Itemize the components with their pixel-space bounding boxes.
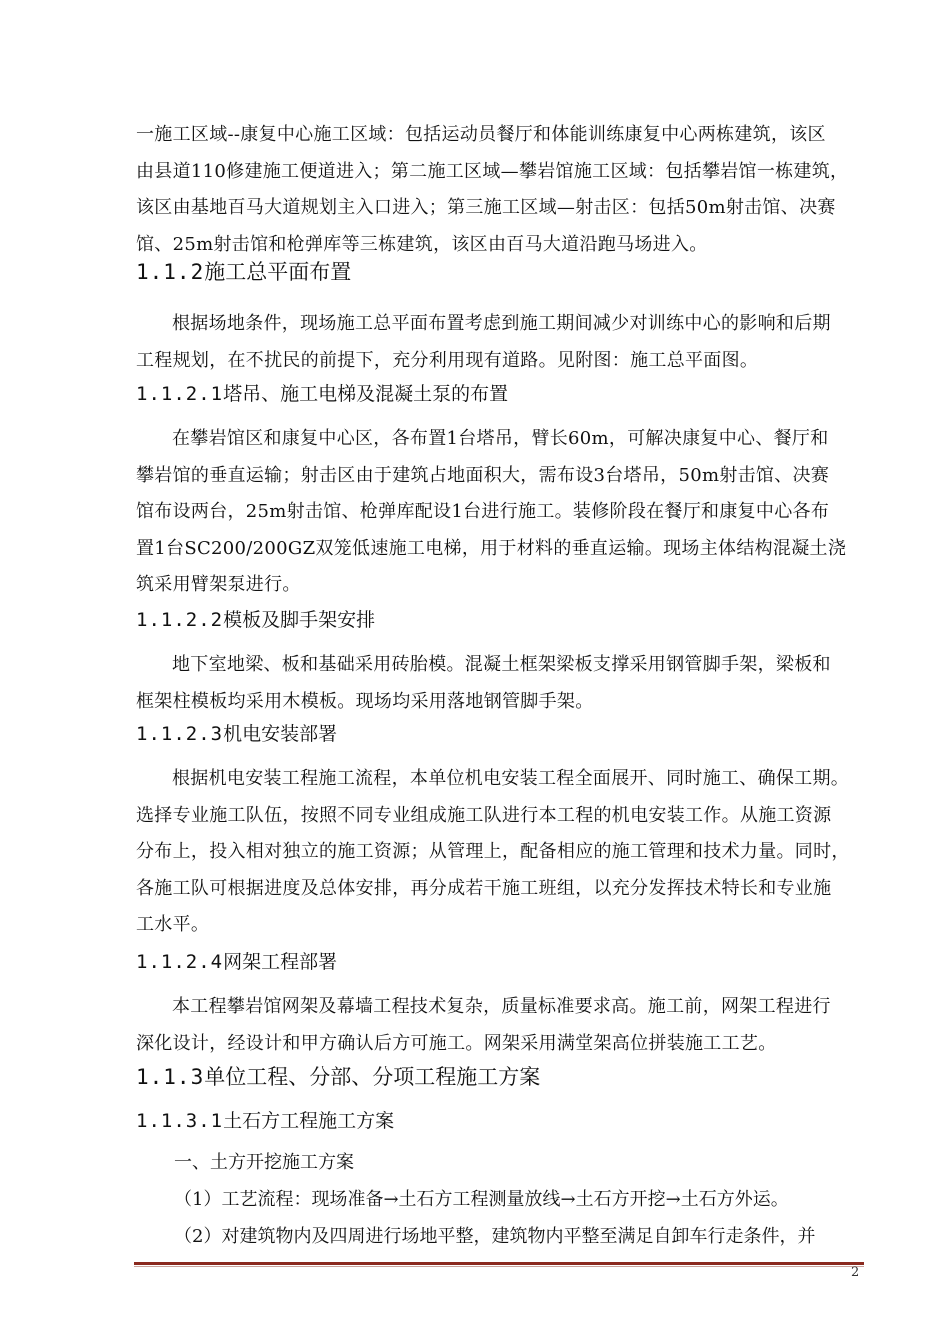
text-line: 工水平。	[136, 914, 210, 935]
heading-1-1-2-1	[136, 380, 508, 408]
text-line: 该区由基地百马大道规划主入口进入；第三施工区域—射击区：包括50m射击馆、决赛	[136, 197, 836, 218]
text-line: 地下室地梁、板和基础采用砖胎模。混凝土框架梁板支撑采用钢管脚手架，梁板和	[172, 654, 831, 675]
page-number: 2	[851, 1265, 860, 1280]
text-line: 框架柱模板均采用木模板。现场均采用落地钢管脚手架。	[136, 690, 594, 712]
text-line: 筑采用臂架泵进行。	[136, 574, 301, 595]
footer-rule-shadow	[134, 1266, 864, 1267]
heading-text: 塔吊、施工电梯及混凝土泵的布置	[223, 383, 509, 405]
text-line: 工程规划，在不扰民的前提下，充分利用现有道路。见附图：施工总平面图。	[136, 349, 759, 371]
heading-number: 1.1.2.4	[136, 951, 224, 973]
text-line: 置1台SC200/200GZ双笼低速施工电梯，用于材料的垂直运输。现场主体结构混凝土浇	[136, 537, 847, 559]
text-line: 根据机电安装工程施工流程，本单位机电安装工程全面展开、同时施工、确保工期。	[172, 768, 850, 789]
list-item-site-leveling: （2）对建筑物内及四周进行场地平整，建筑物内平整至满足自卸车行走条件，并	[174, 1226, 816, 1247]
heading-1-1-2-2	[136, 606, 375, 634]
footer-rule	[134, 1262, 864, 1265]
heading-1-1-3	[136, 1062, 540, 1092]
text-line: 攀岩馆的垂直运输；射击区由于建筑占地面积大，需布设3台塔吊，50m射击馆、决赛	[136, 464, 830, 486]
paragraph-formwork	[136, 647, 862, 720]
text-line: 由县道110修建施工便道进入；第二施工区域—攀岩馆施工区域：包括攀岩馆一栋建筑，	[136, 160, 849, 182]
text-line: 一施工区域--康复中心施工区域：包括运动员餐厅和体能训练康复中心两栋建筑，该区	[136, 124, 826, 145]
heading-1-1-3-1	[136, 1107, 394, 1135]
text-line: 根据场地条件，现场施工总平面布置考虑到施工期间减少对训练中心的影响和后期	[172, 313, 831, 334]
text-line: 深化设计，经设计和甲方确认后方可施工。网架采用满堂架高位拼装施工工艺。	[136, 1032, 777, 1054]
list-item-process-flow: （1）工艺流程：现场准备→土石方工程测量放线→土石方开挖→土石方外运。	[174, 1189, 789, 1210]
subheading-excavation: 一、土方开挖施工方案	[174, 1152, 354, 1173]
heading-text: 网架工程部署	[223, 951, 338, 973]
text-line: 各施工队可根据进度及总体安排，再分成若干施工班组，以充分发挥技术特长和专业施	[136, 877, 832, 899]
paragraph-mep-installation	[136, 761, 862, 944]
heading-1-1-2-4	[136, 948, 337, 976]
heading-number: 1.1.2.3	[136, 723, 224, 745]
heading-text: 施工总平面布置	[204, 260, 352, 284]
heading-1-1-2-3	[136, 720, 337, 748]
text-line: 馆、25m射击馆和枪弹库等三栋建筑，该区由百马大道沿跑马场进入。	[136, 233, 708, 255]
heading-1-1-2	[136, 257, 351, 287]
heading-number: 1.1.2	[136, 260, 205, 284]
paragraph-space-frame	[136, 989, 862, 1062]
text-line: 分布上，投入相对独立的施工资源；从管理上，配备相应的施工管理和技术力量。同时，	[136, 841, 850, 862]
heading-number: 1.1.3.1	[136, 1110, 224, 1132]
text-line: 馆布设两台，25m射击馆、枪弹库配设1台进行施工。装修阶段在餐厅和康复中心各布	[136, 501, 830, 522]
text-line: 在攀岩馆区和康复中心区，各布置1台塔吊，臂长60m，可解决康复中心、餐厅和	[172, 428, 829, 449]
paragraph-site-layout	[136, 306, 862, 379]
paragraph-construction-zones	[136, 117, 862, 263]
text-line: 选择专业施工队伍，按照不同专业组成施工队进行本工程的机电安装工作。从施工资源	[136, 804, 832, 826]
paragraph-tower-cranes	[136, 421, 862, 604]
heading-text: 机电安装部署	[223, 723, 338, 745]
heading-text: 土石方工程施工方案	[223, 1110, 395, 1132]
heading-number: 1.1.2.2	[136, 609, 224, 631]
text-line: 本工程攀岩馆网架及幕墙工程技术复杂，质量标准要求高。施工前，网架工程进行	[172, 996, 831, 1017]
heading-number: 1.1.3	[136, 1065, 205, 1089]
heading-text: 单位工程、分部、分项工程施工方案	[204, 1065, 541, 1089]
heading-number: 1.1.2.1	[136, 383, 224, 405]
heading-text: 模板及脚手架安排	[223, 609, 376, 631]
